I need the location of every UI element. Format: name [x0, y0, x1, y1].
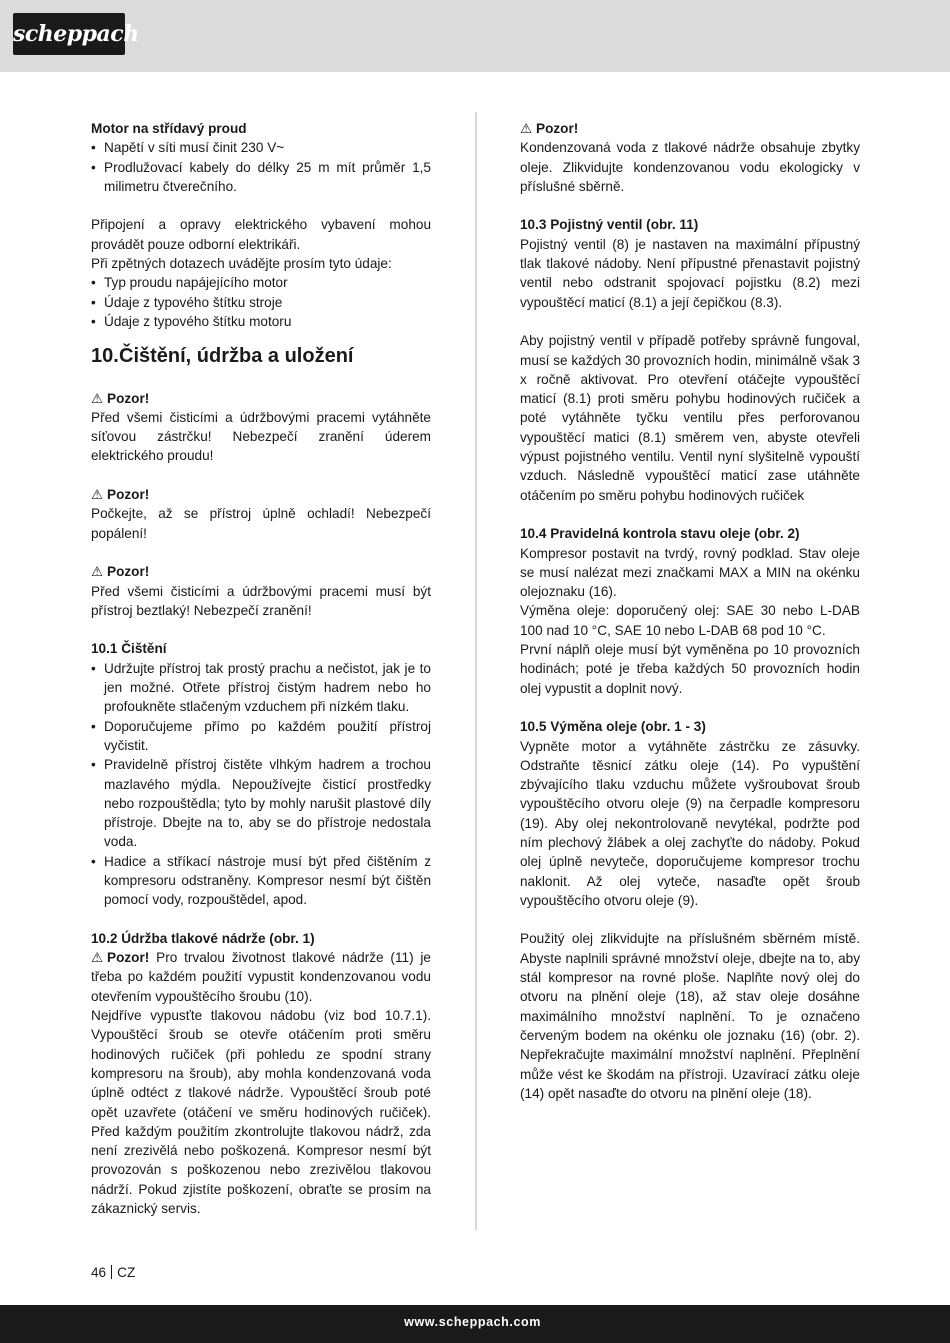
list-item: • Údaje z typového štítku motoru [91, 312, 431, 331]
warning-text: Před všemi čisticími a údržbovými pracemi vytáhněte síťovou zástrčku! Nebezpečí zranění úderem elektrického proudu! [91, 409, 431, 464]
brand-logo: scheppach [13, 13, 125, 55]
page-footer [0, 1305, 950, 1343]
paragraph: Nejdříve vypusťte tlakovou nádobu (viz bod 10.7.1). Vypouštěcí šroub se otevře otáčením proti směru hodinových ručiček (při pohledu ze spodní strany kompresoru na šroub), aby mohla kondenzovaná voda úplně odtéct z tlakové nádrže. Vypouštěcí šroub poté opět uzavřete (otáčení ve směru hodinových ručiček). Před každým použitím zkontrolujte tlakovou nádrž, zda není zrezivělá nebo poškozená. Kompresor nesmí být provozován s poškozenou nebo zrezivělou tlakovou nádrží. Pokud zjistíte poškození, obraťte se prosím na zákaznický servis. [91, 1008, 431, 1217]
warning-icon: ⚠ [91, 390, 104, 406]
list-item: • Doporučujeme přímo po každém použití přístroj vyčistit. [91, 717, 431, 756]
subsection-heading: 10.4 Pravidelná kontrola stavu oleje (obr. 2) [520, 526, 800, 542]
warning-text: Počkejte, až se přístroj úplně ochladí! Nebezpečí popálení! [91, 506, 431, 541]
website-link[interactable]: www.scheppach.com [404, 1315, 541, 1329]
paragraph: Kompresor postavit na tvrdý, rovný podklad. Stav oleje se musí nalézat mezi značkami MAX a MIN na okénku olejoznaku (16). [520, 545, 860, 600]
paragraph: Pojistný ventil (8) je nastaven na maximální přípustný tlak tlakové nádoby. Není přípustné přenastavit pojistný ventil nebo odstranit spojovací pojistku (8.2) mezi vypouštěcí maticí (8.1) a její čepičkou (8.3). [520, 236, 860, 310]
motor-heading: Motor na střídavý proud [91, 121, 247, 136]
list-item: • Pravidelně přístroj čistěte vlhkým hadrem a trochou mazlavého mýdla. Nepoužívejte čisticí prostředky nebo rozpouštědla; tyto by mohly narušit plastové díly přístroje. Dbejte na to, aby se do přístroje nedostala voda. [91, 755, 431, 851]
list-item: • Údaje z typového štítku stroje [91, 293, 431, 312]
warning-icon: ⚠ [91, 950, 104, 966]
subsection-heading: 10.5 Výměna oleje (obr. 1 - 3) [520, 719, 706, 735]
paragraph: Aby pojistný ventil v případě potřeby správně fungoval, musí se každých 30 provozních hodin, minimálně však 3 x ročně aktivovat. Pro otevření otáčejte vypouštěcí maticí (8.1) proti směru pohybu hodinových ručiček a poté vytáhněte tyčku ventilu přes perforovanou vypouštěcí matici (8.1) směrem ven, abyste otevřeli výpust pojistného ventilu. Ventil nyní slyšitelně vypouští vzduch. Následně vypouštěcí maticí zase utáhněte otáčením po směru pohybu hodinových ručiček [520, 333, 861, 503]
list-item: • Typ proudu napájejícího motor [91, 273, 431, 292]
warning-heading: ⚠ Pozor! [91, 485, 431, 504]
warning-text: Před všemi čisticími a údržbovými pracemi musí být přístroj beztlaký! Nebezpečí zranění! [91, 583, 431, 618]
warning-icon: ⚠ [91, 564, 104, 580]
section-heading [91, 343, 431, 369]
warning-icon: ⚠ [520, 121, 533, 136]
motor-list [91, 138, 431, 196]
warning-heading: ⚠ Pozor! [520, 119, 860, 138]
section-title: Čištění, údržba a uložení [119, 345, 354, 368]
warning-heading: ⚠ Pozor! [91, 562, 431, 581]
warning-heading: ⚠ Pozor! [91, 389, 431, 408]
subsection-heading: 10.1 Čištění [91, 641, 167, 657]
connect-text: Připojení a opravy elektrického vybavení mohou provádět pouze odborní elektrikáři. [91, 217, 431, 252]
query-text: Při zpětných dotazech uvádějte prosím tyto údaje: [91, 256, 392, 272]
paragraph: Vypněte motor a vytáhněte zástrčku ze zásuvky. Odstraňte těsnicí zátku oleje (14). Po vypuštění zbývajícího tlaku vzduchu můžete vyšroubovat šroub vypouštěcího otvoru oleje (9) na čerpadle kompresoru (19). Aby olej nekontrolovaně nevytékal, podržte pod ním plechový žlábek a olej zachyťte do nádoby. Pokud olej úplně nevyteče, doporučujeme kompresor trochu naklonit. Až olej vyteče, nasaďte opět šroub vypouštěcího otvoru oleje (9). [520, 738, 860, 908]
query-list [91, 273, 431, 331]
column-divider [475, 112, 477, 1230]
paragraph: Použitý olej zlikvidujte na příslušném sběrném místě. Abyste naplnili správné množství oleje, dbejte na to, aby stál kompresor na rovné ploše. Naplňte nový olej do otvoru na plnění oleje (18), až stav oleje dosáhne maximálního množství naplnění. To je označeno červeným bodem na okénku ole joznaku (16) (obr. 2). Nepřekračujte maximální množství naplnění. Přeplnění může vést ke škodám na přístroji. Uzavírací zátku oleje (14) opět nasaďte do otvoru na plnění oleje (18). [520, 931, 860, 1101]
language-code: CZ [117, 1265, 136, 1280]
warning-icon: ⚠ [91, 487, 104, 503]
section-number: 10. [91, 345, 119, 368]
cleaning-list [91, 659, 431, 910]
list-item: • Prodlužovací kabely do délky 25 m mít průměr 1,5 milimetru čtverečního. [91, 158, 431, 197]
page-number: 46 CZ [91, 1265, 136, 1280]
left-column [91, 119, 431, 1218]
list-item: • Napětí v síti musí činit 230 V~ [91, 138, 431, 157]
page-separator [111, 1265, 112, 1279]
right-column [520, 119, 860, 1103]
list-item: • Hadice a stříkací nástroje musí být před čištěním z kompresoru odstraněny. Kompresor nesmí být čištěn pomocí vody, rozpouštědel, apod. [91, 852, 431, 910]
paragraph: Výměna oleje: doporučený olej: SAE 30 nebo L-DAB 100 nad 10 °C, SAE 10 nebo L-DAB 68 pod 10 °C. [520, 603, 860, 638]
paragraph: ⚠ Pozor! Pro trvalou životnost tlakové nádrže (11) je třeba po každém použití vypustit kondenzovanou vodu otevřením vypouštěcího šroubu (10). [91, 950, 431, 1004]
list-item: • Udržujte přístroj tak prostý prachu a nečistot, jak je to jen možné. Otřete přístroj čistým hadrem nebo ho profoukněte stlačeným vzduchem při nízkém tlaku. [91, 659, 431, 717]
page-header [0, 0, 950, 72]
subsection-heading: 10.2 Údržba tlakové nádrže (obr. 1) [91, 930, 315, 946]
subsection-heading: 10.3 Pojistný ventil (obr. 11) [520, 217, 699, 233]
warning-text: Kondenzovaná voda z tlakové nádrže obsahuje zbytky oleje. Zlikvidujte kondenzovanou vodu ekologicky v příslušné sběrně. [520, 140, 860, 194]
paragraph: První náplň oleje musí být vyměněna po 10 provozních hodinách; poté je třeba každých 50 provozních hodin olej vypustit a doplnit nový. [520, 642, 860, 696]
